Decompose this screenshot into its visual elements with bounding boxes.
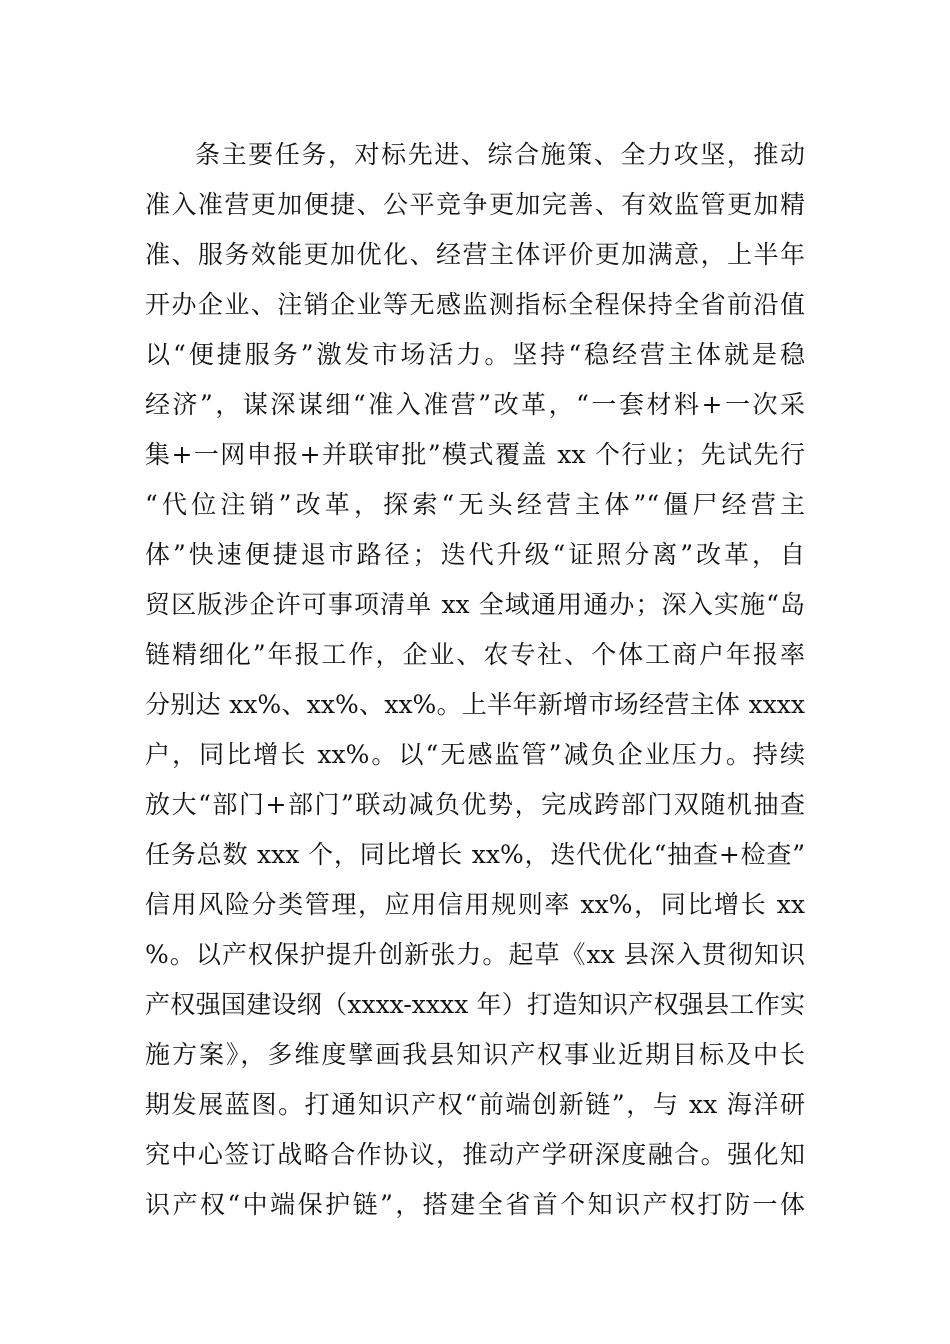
text-line-14: 放大“部门+部门”联动减负优势，完成跨部门双随机抽查 (145, 790, 805, 819)
text-line-19: 施方案》，多维度擘画我县知识产权事业近期目标及中长 (145, 1040, 805, 1069)
text-line-4: 开办企业、注销企业等无感监测指标全程保持全省前沿值 (145, 290, 805, 319)
text-line-2: 准入准营更加便捷、公平竞争更加完善、有效监管更加精 (145, 190, 805, 219)
text-line-21: 究中心签订战略合作协议，推动产学研深度融合。强化知 (145, 1140, 805, 1169)
text-line-10: 贸区版涉企许可事项清单 xx 全域通用通办；深入实施“岛 (145, 590, 805, 619)
text-line-7: 集+一网申报+并联审批”模式覆盖 xx 个行业；先试先行 (145, 440, 805, 469)
text-line-16: 信用风险分类管理，应用信用规则率 xx%，同比增长 xx (145, 890, 805, 919)
text-line-20: 期发展蓝图。打通知识产权“前端创新链”，与 xx 海洋研 (145, 1090, 805, 1119)
text-line-12: 分别达 xx%、xx%、xx%。上半年新增市场经营主体 xxxx (145, 690, 805, 719)
text-line-17: %。以产权保护提升创新张力。起草《xx 县深入贯彻知识 (145, 940, 805, 969)
text-line-5: 以“便捷服务”激发市场活力。坚持“稳经营主体就是稳 (145, 340, 805, 369)
text-line-15: 任务总数 xxx 个，同比增长 xx%，迭代优化“抽查+检查” (145, 840, 805, 869)
text-line-18: 产权强国建设纲（xxxx-xxxx 年）打造知识产权强县工作实 (145, 990, 805, 1019)
text-line-3: 准、服务效能更加优化、经营主体评价更加满意，上半年 (145, 240, 805, 269)
text-line-6: 经济”，谋深谋细“准入准营”改革，“一套材料+一次采 (145, 390, 805, 419)
body-paragraph (145, 130, 805, 1230)
text-line-1: 条主要任务，对标先进、综合施策、全力攻坚，推动 (195, 140, 805, 169)
text-line-13: 户，同比增长 xx%。以“无感监管”减负企业压力。持续 (145, 740, 805, 769)
text-line-11: 链精细化”年报工作，企业、农专社、个体工商户年报率 (145, 640, 805, 669)
text-line-9: 体”快速便捷退市路径；迭代升级“证照分离”改革，自 (145, 540, 805, 569)
text-line-8: “代位注销”改革，探索“无头经营主体”“僵尸经营主 (145, 490, 805, 519)
text-line-22: 识产权“中端保护链”，搭建全省首个知识产权打防一体 (145, 1190, 805, 1219)
